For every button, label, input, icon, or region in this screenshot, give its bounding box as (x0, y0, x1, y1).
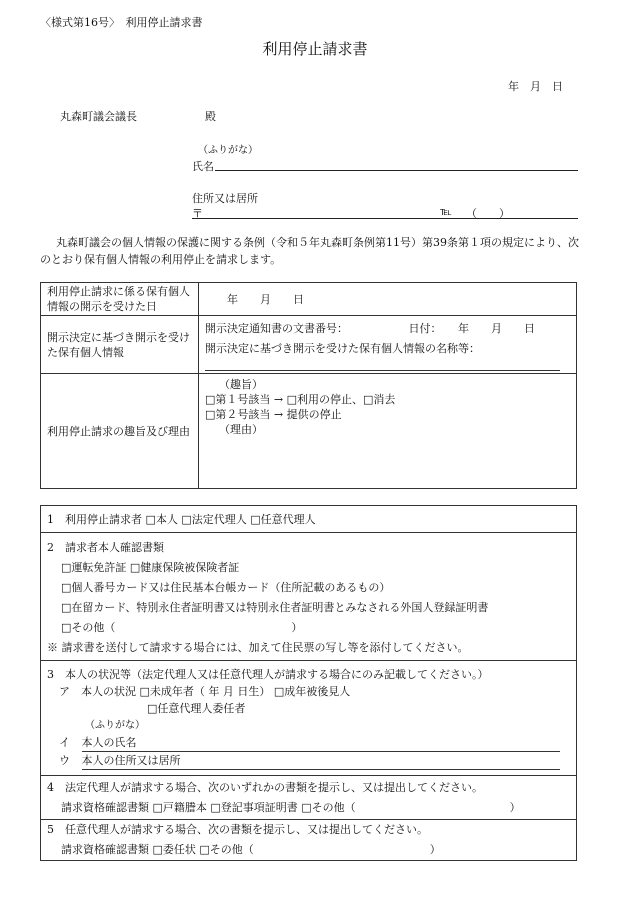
form-number: 〈様式第16号〉 利用停止請求書 (40, 16, 203, 29)
disclosed-info-name: 開示決定に基づき開示を受けた保有個人情報の名称等： (205, 342, 480, 355)
request-date[interactable]: 年 月 日 (508, 80, 563, 93)
requester-table (40, 505, 577, 861)
option-1[interactable]: □第１号該当 → □利用の停止、□消去 (205, 393, 396, 406)
voluntary-agent-options[interactable]: 請求資格確認書類 □委任状 □その他（ ） (61, 843, 441, 856)
identity-note: ※ 請求書を送付して請求する場合には、加えて住民票の写し等を添付してください。 (47, 641, 469, 654)
address-label: 住所又は居所 (192, 192, 258, 205)
principal-furigana: （ふりがな） (85, 720, 145, 731)
identity-doc-2[interactable]: □個人番号カード又は住民基本台帳カード（住所記載のあるもの） (61, 581, 391, 594)
furigana-label: （ふりがな） (198, 145, 258, 156)
legal-agent-docs (41, 776, 577, 820)
purpose-heading: （趣旨） (219, 378, 263, 391)
option-2[interactable]: □第２号該当 → 提供の停止 (205, 408, 342, 421)
disclosure-date-label: 利用停止請求に係る保有個人情報の開示を受けた日 (41, 283, 199, 316)
name-label: 氏名 (192, 160, 214, 173)
disclosure-date-value[interactable]: 年 月 日 (199, 283, 577, 316)
principal-status-title: 3 本人の状況等（法定代理人又は任意代理人が請求する場合にのみ記載してください。） (47, 668, 489, 681)
principal-status (41, 661, 577, 776)
tel-field[interactable]: （ ） (466, 207, 510, 220)
identity-doc-1[interactable]: □運転免許証 □健康保険被保険者証 (61, 561, 240, 574)
legal-agent-title: 4 法定代理人が請求する場合、次のいずれかの書類を提示し、又は提出してください。 (47, 780, 483, 794)
identity-docs-title: 2 請求者本人確認書類 (47, 541, 164, 554)
intro-text: 丸森町議会の個人情報の保護に関する条例（令和５年丸森町条例第11号）第39条第１項の規定により、次のとおり保有個人情報の利用停止を請求します。 (40, 236, 579, 266)
principal-name-field[interactable]: 本人の氏名 (82, 734, 560, 752)
tel-label: ℡ (440, 205, 452, 218)
notice-doc-number: 開示決定通知書の文書番号： 日付： 年 月 日 (205, 322, 535, 335)
disclosed-info-cell[interactable] (199, 316, 577, 374)
page-title: 利用停止請求書 (262, 40, 368, 58)
disclosed-info-line (205, 370, 560, 371)
reason-heading: （理由） (219, 423, 263, 436)
postal-mark: 〒 (192, 207, 203, 220)
principal-status-a2[interactable]: □任意代理人委任者 (147, 702, 246, 715)
voluntary-agent-title: 5 任意代理人が請求する場合、次の書類を提示し、又は提出してください。 (47, 823, 428, 836)
principal-u-mark: ウ (59, 754, 70, 767)
addressee-suffix: 殿 (205, 110, 216, 123)
identity-doc-3[interactable]: □在留カード、特別永住者証明書又は特別永住者証明書とみなされる外国人登録証明書 (61, 601, 489, 614)
identity-doc-4[interactable]: □その他（ ） (61, 621, 303, 634)
principal-address-field[interactable]: 本人の住所又は居所 (82, 752, 560, 770)
principal-status-a[interactable]: ア 本人の状況 □未成年者（ 年 月 日生） □成年被後見人 (59, 685, 351, 698)
principal-i-mark: イ (59, 736, 70, 749)
voluntary-agent-docs (41, 820, 577, 861)
request-table (40, 282, 577, 489)
disclosed-info-label: 開示決定に基づき開示を受けた保有個人情報 (41, 316, 199, 374)
addressee-name: 丸森町議会議長 (60, 110, 137, 123)
legal-agent-options[interactable]: 請求資格確認書類 □戸籍謄本 □登記事項証明書 □その他（ ） (61, 800, 521, 814)
address-field[interactable] (192, 218, 578, 219)
requester-type[interactable]: 1 利用停止請求者 □本人 □法定代理人 □任意代理人 (41, 506, 577, 533)
purpose-reason-label: 利用停止請求の趣旨及び理由 (41, 374, 199, 489)
identity-docs (41, 533, 577, 661)
purpose-reason-cell[interactable] (199, 374, 577, 489)
name-field[interactable] (215, 170, 578, 171)
